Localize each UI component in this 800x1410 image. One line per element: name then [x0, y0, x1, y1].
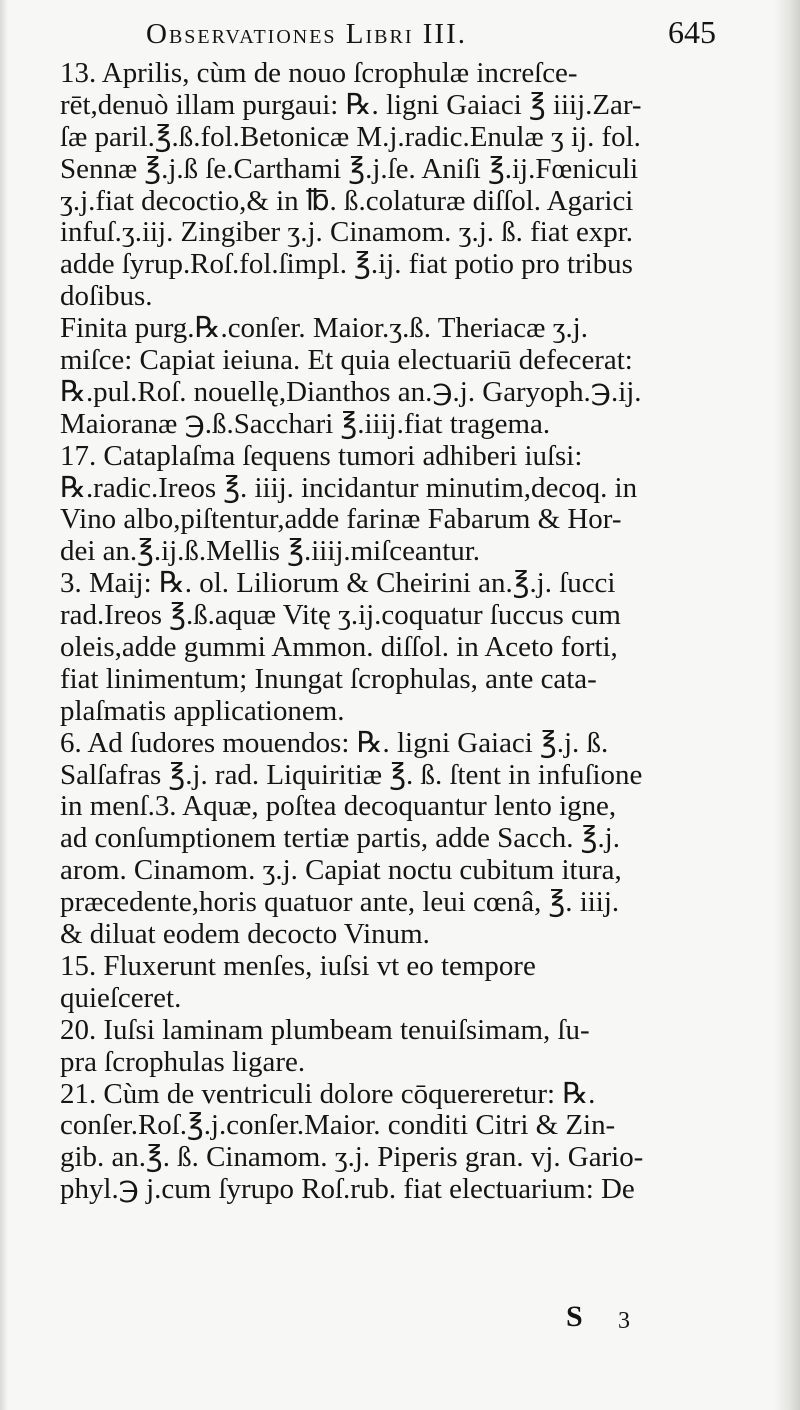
page-left-shadow	[0, 0, 8, 1410]
text-line: 15. Fluxerunt menſes, iuſsi vt eo tempore	[60, 949, 536, 982]
text-line: dei an.℥.ij.ß.Mellis ℥.iiij.miſceantur.	[60, 535, 481, 568]
text-line: pra ſcrophulas ligare.	[60, 1045, 306, 1078]
text-line: fiat linimentum; Inungat ſcrophulas, ante cata-	[60, 662, 597, 695]
text-line: Finita purg.℞.conſer. Maior.ʒ.ß. Theriacæ ʒ.j.	[60, 312, 588, 345]
running-head: Observationes Libri III.	[146, 18, 467, 50]
text-line: 20. Iuſsi laminam plumbeam tenuiſsimam, ſu-	[60, 1013, 590, 1046]
signature-number: 3	[618, 1308, 630, 1334]
text-line: 3. Maij: ℞. ol. Liliorum & Cheirini an.℥.j. ſucci	[60, 567, 616, 600]
text-line: Maioranæ ℈.ß.Sacchari ℥.iiij.fiat tragema.	[60, 407, 551, 440]
text-line: ſæ paril.℥.ß.fol.Betonicæ M.j.radic.Enulæ ʒ ij. fol.	[60, 120, 641, 153]
text-line: 13. Aprilis, cùm de nouo ſcrophulæ increſce-	[60, 57, 578, 89]
text-line: rēt,denuò illam purgaui: ℞. ligni Gaiaci ℥ iiij.Zar-	[60, 88, 642, 121]
text-line: plaſmatis applicationem.	[60, 694, 345, 727]
text-line: ℞.radic.Ireos ℥. iiij. incidantur minutim,decoq. in	[60, 471, 638, 504]
text-line: gib. an.℥. ß. Cinamom. ʒ.j. Piperis gran. vj. Gario-	[60, 1141, 644, 1174]
text-line: præcedente,horis quatuor ante, leui cœnâ, ℥. iiij.	[60, 886, 620, 919]
signature-mark: S	[566, 1300, 583, 1333]
page-header	[0, 14, 800, 60]
text-line: ℞.pul.Roſ. nouellę,Dianthos an.℈.j. Garyoph.℈.ij.	[60, 375, 642, 408]
text-line: adde ſyrup.Roſ.fol.ſimpl. ℥.ij. fiat potio pro tribus	[60, 248, 633, 281]
page-footer	[0, 1300, 800, 1340]
text-line: 17. Cataplaſma ſequens tumori adhiberi iuſsi:	[60, 439, 583, 472]
text-line: arom. Cinamom. ʒ.j. Capiat noctu cubitum itura,	[60, 854, 622, 887]
body-text	[60, 58, 780, 1206]
text-line: infuſ.ʒ.iij. Zingiber ʒ.j. Cinamom. ʒ.j. ß. fiat expr.	[60, 216, 633, 249]
text-line: rad.Ireos ℥.ß.aquæ Vitę ʒ.ij.coquatur ſuccus cum	[60, 599, 621, 632]
text-line: doſibus.	[60, 280, 153, 313]
text-line: quieſceret.	[60, 981, 182, 1014]
text-line: 21. Cùm de ventriculi dolore cōquereretur: ℞.	[60, 1077, 596, 1110]
text-line: oleis,adde gummi Ammon. diſſol. in Aceto forti,	[60, 631, 618, 664]
text-line: & diluat eodem decocto Vinum.	[60, 918, 430, 951]
text-line: miſce: Capiat ieiuna. Et quia electuariū defecerat:	[60, 344, 633, 377]
text-line: 6. Ad ſudores mouendos: ℞. ligni Gaiaci ℥.j. ß.	[60, 726, 609, 759]
text-line: Sennæ ℥.j.ß ſe.Carthami ℥.j.ſe. Aniſi ℥.ij.Fœniculi	[60, 152, 639, 185]
text-line: Salſafras ℥.j. rad. Liquiritiæ ℥. ß. ſtent in infuſione	[60, 758, 643, 791]
text-line: conſer.Roſ.℥.j.conſer.Maior. conditi Citri & Zin-	[60, 1109, 616, 1142]
text-line: phyl.℈ j.cum ſyrupo Roſ.rub. fiat electuarium: De	[60, 1173, 635, 1206]
text-line: ʒ.j.fiat decoctio,& in ℔. ß.colaturæ diſſol. Agarici	[60, 184, 634, 217]
text-line: ad conſumptionem tertiæ partis, adde Sacch. ℥.j.	[60, 822, 620, 855]
text-line: Vino albo,piſtentur,adde farinæ Fabarum & Hor-	[60, 503, 622, 536]
page-number: 645	[668, 14, 716, 50]
text-line: in menſ.3. Aquæ, poſtea decoquantur lento igne,	[60, 790, 617, 823]
